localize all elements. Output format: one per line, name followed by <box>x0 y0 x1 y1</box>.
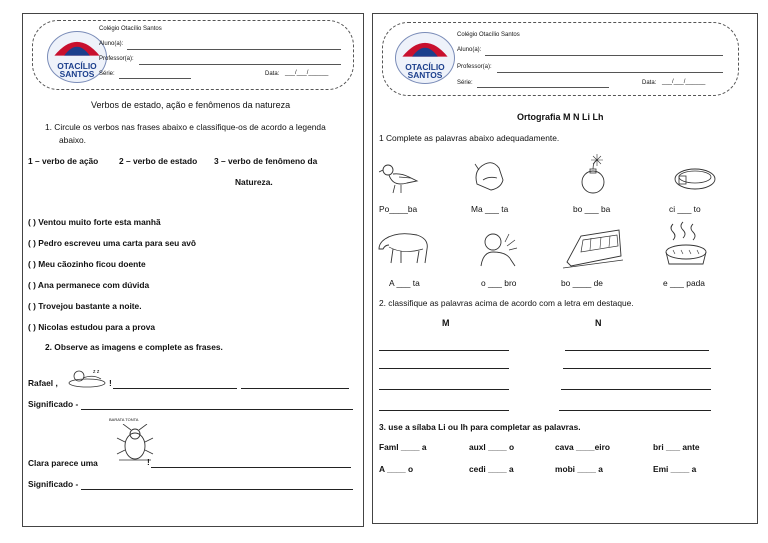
item-3: ( ) Meu cãozinho ficou doente <box>28 259 146 269</box>
word-bonde: bo ____ de <box>561 278 603 288</box>
pie-illustration <box>663 220 709 268</box>
bomb-illustration <box>577 152 609 196</box>
professor-label: Professor(a): <box>457 64 492 70</box>
n-blank-4 <box>559 410 711 411</box>
word-pomba: Po____ba <box>379 204 418 214</box>
word-anta: A ___ ta <box>389 278 420 288</box>
serie-label: Série: <box>457 80 473 86</box>
word-mobilia: mobi ____ a <box>555 464 603 474</box>
clara-exclaim: ! <box>147 457 150 467</box>
item-4: ( ) Ana permanece com dúvida <box>28 280 150 290</box>
item-1: ( ) Ventou muito forte esta manhã <box>28 217 161 227</box>
n-blank-3 <box>561 389 711 390</box>
item-5: ( ) Trovejou bastante a noite. <box>28 301 142 311</box>
question-1: 1. Circule os verbos nas frases abaixo e classifique-os de acordo a legenda <box>45 122 326 132</box>
belt-illustration <box>673 164 717 194</box>
data-slashes: ___/___/______ <box>662 79 706 85</box>
page-title: Ortografia M N Li Lh <box>517 112 604 122</box>
word-cinto: ci ___ to <box>669 204 701 214</box>
professor-line <box>497 72 723 73</box>
word-empada: e ___ pada <box>663 278 705 288</box>
rafael-label: Rafael , <box>28 378 58 388</box>
legend-estado: 2 – verbo de estado <box>119 156 198 166</box>
column-m: M <box>442 318 450 328</box>
significado-label-1: Significado - <box>28 399 79 409</box>
logo-text-2: SANTOS <box>59 69 95 79</box>
legend-fenomeno: 3 – verbo de fenômeno da <box>214 156 318 166</box>
data-label: Data: <box>642 80 657 86</box>
word-cavaleiro: cava ____eiro <box>555 442 610 452</box>
pigeon-illustration <box>379 161 419 195</box>
legend-acao: 1 – verbo de ação <box>28 156 99 166</box>
sleeping-boy-illustration <box>67 366 107 388</box>
m-blank-1 <box>379 350 509 351</box>
item-6: ( ) Nicolas estudou para a prova <box>28 322 156 332</box>
school-name: Colégio Otacílio Santos <box>457 32 520 38</box>
clara-blank <box>151 467 351 468</box>
m-blank-2 <box>379 368 509 369</box>
m-blank-3 <box>379 389 509 390</box>
question-1-cont: abaixo. <box>59 135 87 145</box>
professor-label: Professor(a): <box>99 56 134 62</box>
significado-blank-1 <box>81 409 353 410</box>
word-bomba: bo ___ ba <box>573 204 611 214</box>
svg-text:z z: z z <box>93 369 100 375</box>
data-slashes: ___/___/______ <box>285 70 329 76</box>
rafael-blank-1 <box>113 388 237 389</box>
serie-line <box>119 78 191 79</box>
data-label: Data: <box>265 71 280 77</box>
m-blank-4 <box>379 410 509 411</box>
rafael-blank-2 <box>241 388 349 389</box>
aluno-label: Aluno(a): <box>99 41 124 47</box>
aluno-line <box>127 49 341 50</box>
question-3: 3. use a sílaba Li ou lh para completar as palavras. <box>379 422 581 432</box>
significado-blank-2 <box>81 489 353 490</box>
rafael-exclaim: ! <box>109 378 112 388</box>
school-logo <box>395 32 455 84</box>
n-blank-2 <box>563 368 711 369</box>
clara-label: Clara parece uma <box>28 458 98 468</box>
word-brilhante: bri ___ ante <box>653 442 700 452</box>
word-cedilha: cedi ____ a <box>469 464 514 474</box>
logo-text-1: OTACÍLIO <box>405 62 445 72</box>
question-2: 2. Observe as imagens e complete as frases. <box>45 342 223 352</box>
word-familia: Faml ____ a <box>379 442 427 452</box>
tapir-illustration <box>377 227 433 267</box>
word-manta: Ma ___ ta <box>471 204 509 214</box>
legend-fenomeno-cont: Natureza. <box>235 177 273 187</box>
page-title: Verbos de estado, ação e fenômenos da natureza <box>91 100 291 110</box>
n-blank-1 <box>565 350 709 351</box>
professor-line <box>139 64 341 65</box>
worksheet-ortografia <box>372 13 758 524</box>
worksheet-verbos <box>22 13 364 527</box>
significado-label-2: Significado - <box>28 479 79 489</box>
logo-text-2: SANTOS <box>407 70 443 80</box>
word-alho: A ____ o <box>379 464 414 474</box>
question-2: 2. classifique as palavras acima de acordo com a letra em destaque. <box>379 298 634 308</box>
serie-line <box>477 87 609 88</box>
word-ombro: o ___ bro <box>481 278 517 288</box>
item-2: ( ) Pedro escreveu uma carta para seu avô <box>28 238 197 248</box>
cockroach-caption: BARATA TONTA <box>109 417 139 422</box>
serie-label: Série: <box>99 71 115 77</box>
question-1: 1 Complete as palavras abaixo adequadamente. <box>379 133 560 143</box>
tram-illustration <box>563 226 623 270</box>
school-name: Colégio Otacílio Santos <box>99 26 162 32</box>
column-n: N <box>595 318 602 328</box>
word-auxilio: auxl ____ o <box>469 442 515 452</box>
aluno-line <box>485 55 723 56</box>
mitten-illustration <box>471 158 511 194</box>
logo-text-1: OTACÍLIO <box>57 61 97 71</box>
school-logo <box>47 31 107 83</box>
aluno-label: Aluno(a): <box>457 47 482 53</box>
word-emilia: Emi ____ a <box>653 464 697 474</box>
shoulder-illustration <box>477 230 521 268</box>
